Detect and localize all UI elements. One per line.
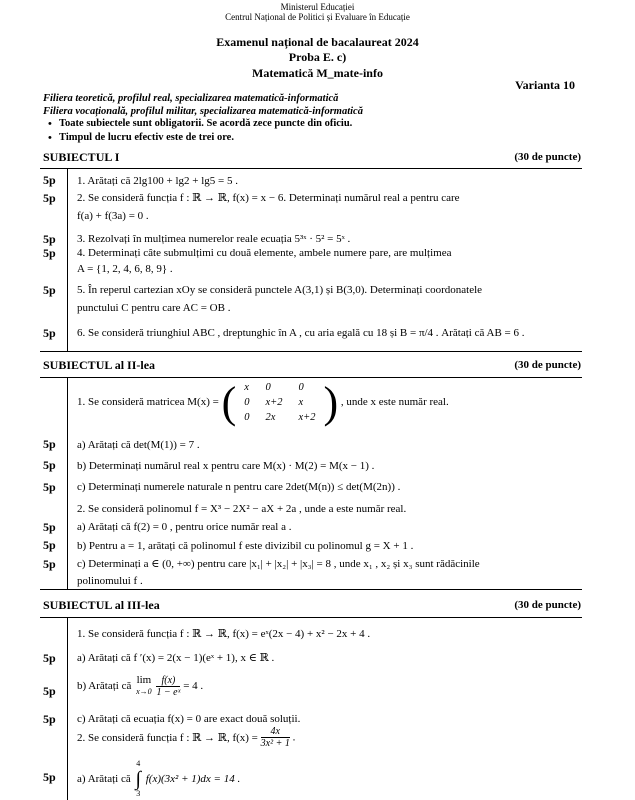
points-label: 5p	[43, 557, 56, 571]
points-label: 5p	[43, 712, 56, 726]
points-label: 5p	[43, 191, 56, 205]
matrix-cell: 0	[244, 397, 250, 408]
integral-sign-icon: 4 ∫ 3	[135, 759, 141, 798]
fraction-tail: .	[292, 731, 296, 744]
section-1-points: (30 de puncte)	[514, 151, 581, 163]
intro-bullet-1: Toate subiectele sunt obligatorii. Se acordă zece puncte din oficiu.	[59, 118, 353, 129]
sub3-item-1b	[77, 674, 203, 698]
points-label: 5p	[43, 520, 56, 534]
section-1-top-rule	[40, 168, 582, 169]
limit-denominator: 1 − eˣ	[156, 686, 181, 698]
sub1-item-5-cont: punctului C pentru care AC = OB .	[77, 302, 231, 314]
points-label: 5p	[43, 458, 56, 472]
matrix-cell: x	[244, 382, 249, 393]
exam-subject: Matematică M_mate-info	[252, 66, 383, 80]
sub1-item-5: 5. În reperul cartezian xOy se consideră punctele A(3,1) și B(3,0). Determinați coordonatele	[77, 284, 483, 296]
points-label: 5p	[43, 173, 56, 187]
sub1-item-2: 2. Se consideră funcția f : ℝ → ℝ, f(x) = x − 6. Determinați numărul real a pentru care	[77, 192, 460, 204]
bullet-icon: •	[48, 118, 52, 130]
sub2-problem-1-intro	[77, 377, 449, 427]
sub3-item-2a	[77, 759, 240, 799]
points-label: 5p	[43, 538, 56, 552]
matrix-cell: 0	[298, 382, 304, 393]
limit-subscript: x→0	[136, 687, 152, 696]
variant-label: Varianta 10	[515, 78, 575, 92]
sub2-item-2c-cont: polinomului f .	[77, 575, 143, 587]
function-fraction	[261, 726, 290, 749]
center-name: Centrul Național de Politici și Evaluare în Educație	[225, 12, 410, 22]
fraction-denominator: 3x² + 1	[260, 738, 290, 749]
section-3-title: SUBIECTUL al III-lea	[43, 598, 160, 612]
sub3-item-1b-text: b) Arătați că	[77, 680, 132, 692]
sub2-problem-2-intro: 2. Se consideră polinomul f = X³ − 2X² − aX + 2a , unde a este număr real.	[77, 503, 407, 515]
limit-word: lim	[136, 674, 152, 686]
section-3-points-column	[67, 617, 68, 800]
section-2-points: (30 de puncte)	[514, 359, 581, 371]
limit-numerator: f(x)	[156, 675, 180, 687]
sub2-item-2c: c) Determinați a ∈ (0, +∞) pentru care |x₁| + |x₂| + |x₃| = 8 , unde x₁ , x₂ și x₃ sunt rădăcinile	[77, 558, 480, 570]
integral-lower-limit: 3	[136, 789, 141, 798]
sub1-item-6: 6. Se consideră triunghiul ABC , dreptunghic în A , cu aria egală cu 18 și B = π/4 . Arătați că AB = 6 .	[77, 327, 525, 339]
points-label: 5p	[43, 684, 56, 698]
sub3-problem-2-intro	[77, 726, 295, 749]
exam-proba: Proba E. c)	[288, 50, 347, 64]
section-1-bottom-rule	[40, 351, 582, 352]
matrix-m-of-x: ( x 0 0 0 x+2 x 0 2x x+2 )	[221, 377, 339, 427]
integral-body: f(x)(3x² + 1)dx = 14 .	[145, 773, 241, 785]
points-label: 5p	[43, 651, 56, 665]
matrix-cell: 0	[265, 382, 271, 393]
limit-tail: = 4 .	[183, 680, 204, 692]
sub2-item-1b: b) Determinați numărul real x pentru care M(x) · M(2) = M(x − 1) .	[77, 460, 375, 472]
sub2-matrix-intro-tail: , unde x este număr real.	[340, 396, 449, 409]
sub3-item-2a-text: a) Arătați că	[77, 773, 131, 785]
sub1-item-4: 4. Determinați câte submulțimi cu două elemente, ambele numere pare, are mulțimea	[77, 247, 452, 259]
points-label: 5p	[43, 283, 56, 297]
matrix-cell: x+2	[265, 397, 283, 408]
sub2-item-2a: a) Arătați că f(2) = 0 , pentru orice număr real a .	[77, 521, 292, 533]
sub1-item-2-cont: f(a) + f(3a) = 0 .	[77, 210, 149, 222]
section-2-bottom-rule	[40, 589, 582, 590]
bullet-icon: •	[48, 132, 52, 144]
points-label: 5p	[43, 232, 56, 246]
sub2-matrix-intro-text: 1. Se consideră matricea M(x) =	[77, 396, 219, 409]
sub3-problem-1-intro: 1. Se consideră funcția f : ℝ → ℝ, f(x) = eˣ(2x − 4) + x² − 2x + 4 .	[77, 628, 371, 640]
limit-fraction	[156, 675, 180, 698]
sub2-item-1a: a) Arătați că det(M(1)) = 7 .	[77, 439, 200, 451]
points-label: 5p	[43, 437, 56, 451]
matrix-cell: x	[298, 397, 304, 408]
sub1-item-3: 3. Rezolvați în mulțimea numerelor reale ecuația 5³ˣ · 5² = 5ˣ .	[77, 233, 351, 245]
section-1-points-column	[67, 168, 68, 351]
sub1-item-1: 1. Arătați că 2lg100 + lg2 + lg5 = 5 .	[77, 175, 238, 187]
matrix-cell: 2x	[265, 412, 276, 423]
section-2-points-column	[67, 377, 68, 589]
limit-operator	[136, 674, 152, 698]
section-3-points: (30 de puncte)	[514, 599, 581, 611]
filiera-line-1: Filiera teoretică, profilul real, specializarea matematică-informatică	[43, 93, 339, 104]
section-2-top-rule	[40, 377, 582, 378]
points-label: 5p	[43, 326, 56, 340]
sub3-problem-2-text: 2. Se consideră funcția f : ℝ → ℝ, f(x) =	[77, 732, 258, 744]
points-label: 5p	[43, 246, 56, 260]
sub3-item-1c: c) Arătați că ecuația f(x) = 0 are exact două soluții.	[77, 713, 301, 725]
section-1-title: SUBIECTUL I	[43, 150, 120, 164]
points-label: 5p	[43, 480, 56, 494]
filiera-line-2: Filiera vocațională, profilul militar, specializarea matematică-informatică	[43, 106, 363, 117]
sub3-item-1a: a) Arătați că f ′(x) = 2(x − 1)(eˣ + 1), x ∈ ℝ .	[77, 652, 275, 664]
intro-bullet-2: Timpul de lucru efectiv este de trei ore.	[59, 132, 234, 143]
matrix-cell: 0	[244, 412, 250, 423]
sub2-item-2b: b) Pentru a = 1, arătați că polinomul f este divizibil cu polinomul g = X + 1 .	[77, 540, 414, 552]
section-3-top-rule	[40, 617, 582, 618]
exam-title: Examenul național de bacalaureat 2024	[216, 35, 419, 49]
sub1-item-4-cont: A = {1, 2, 4, 6, 8, 9} .	[77, 263, 173, 275]
sub2-item-1c: c) Determinați numerele naturale n pentru care 2det(M(n)) ≤ det(M(2n)) .	[77, 481, 401, 493]
ministry-name: Ministerul Educației	[280, 2, 355, 12]
points-label: 5p	[43, 770, 56, 784]
fraction-numerator: 4x	[261, 726, 290, 738]
matrix-cell: x+2	[298, 412, 316, 423]
integral-upper-limit: 4	[136, 759, 141, 768]
section-2-title: SUBIECTUL al II-lea	[43, 358, 156, 372]
